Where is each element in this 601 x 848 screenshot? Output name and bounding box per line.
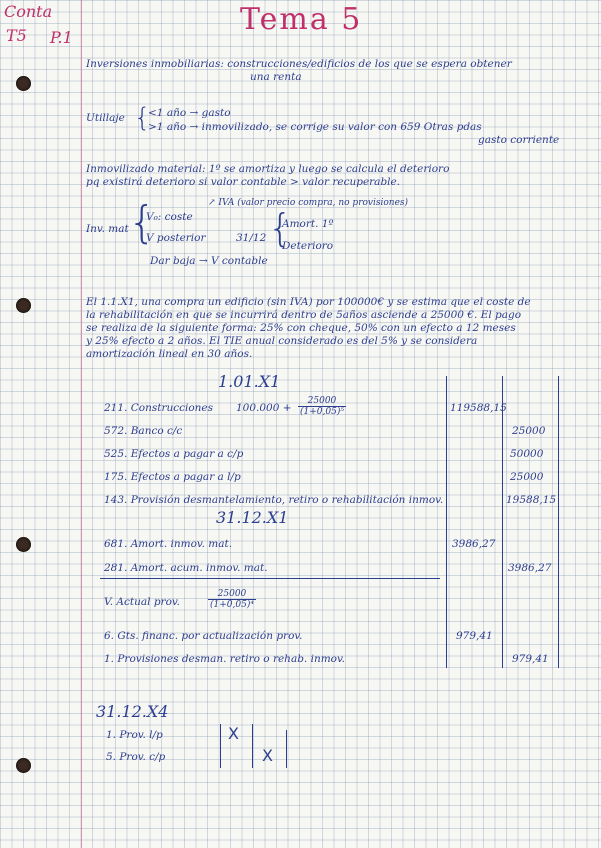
subject-label: Conta [4, 2, 53, 21]
page-title: Tema 5 [240, 2, 363, 37]
brace-icon: { [134, 103, 151, 133]
journal-date: 31.12.X1 [216, 508, 289, 527]
credit-amount: 50000 [510, 448, 544, 460]
t-account-line [252, 724, 253, 768]
credit-amount: 25000 [512, 425, 546, 437]
journal-account: 681. Amort. inmov. mat. [104, 538, 233, 550]
t-account-line [220, 724, 221, 768]
journal-calc: 100.000 + [236, 402, 292, 414]
page-label: P.1 [50, 28, 73, 47]
journal-date: 1.01.X1 [218, 372, 281, 391]
debit-amount: 3986,27 [452, 538, 496, 550]
journal-account: 175. Efectos a pagar a l/p [104, 471, 241, 483]
note-line: gasto corriente [478, 134, 560, 146]
punch-hole [16, 758, 31, 773]
note-line: V posterior [146, 232, 206, 244]
cross-mark: X [228, 724, 239, 743]
margin-line [81, 0, 82, 848]
account-label: 5. Prov. c/p [106, 751, 166, 763]
note-line: Dar baja → V contable [150, 255, 268, 267]
brace-icon: { [268, 206, 293, 250]
t-account-line [286, 730, 287, 768]
journal-account: 281. Amort. acum. inmov. mat. [104, 562, 268, 574]
journal-account: 525. Efectos a pagar a c/p [104, 448, 244, 460]
note-label: Utillaje [86, 112, 125, 124]
cross-mark: X [262, 746, 273, 765]
journal-account: 572. Banco c/c [104, 425, 183, 437]
credit-amount: 979,41 [512, 653, 549, 665]
punch-hole [16, 537, 31, 552]
note-line: Amort. 1º [282, 218, 334, 230]
account-label: 1. Prov. l/p [106, 729, 163, 741]
exercise-line: y 25% efecto a 2 años. El TIE anual considerado es del 5% y se considera [86, 335, 478, 347]
debit-amount: 119588,15 [450, 402, 507, 414]
credit-amount: 25000 [510, 471, 544, 483]
journal-account: V. Actual prov. [104, 596, 180, 608]
fraction: $\frac{25000}{\text{(1+0,05)⁵}}$ [300, 396, 344, 417]
topic-label: T5 [6, 26, 27, 45]
credit-amount: 3986,27 [508, 562, 552, 574]
journal-account: 143. Provisión desmantelamiento, retiro o rehabilitación inmov. [104, 494, 444, 506]
credit-amount: 19588,15 [506, 494, 557, 506]
exercise-line: amortización lineal en 30 años. [86, 348, 253, 360]
journal-column-line [558, 376, 559, 668]
note-line: pq existirá deterioro si valor contable > valor recuperable. [86, 176, 401, 188]
debit-amount: 979,41 [456, 630, 493, 642]
journal-account: 6. Gts. financ. por actualización prov. [104, 630, 303, 642]
note-line: <1 año → gasto [148, 107, 231, 119]
journal-date: 31.12.X4 [96, 702, 169, 721]
note-line: V₀: coste [146, 211, 193, 223]
brace-icon: { [128, 197, 156, 248]
note-line: Inmovilizado material: 1º se amortiza y luego se calcula el deterioro [86, 163, 450, 175]
journal-account: 1. Provisiones desman. retiro o rehab. inmov. [104, 653, 346, 665]
exercise-line: se realiza de la siguiente forma: 25% con cheque, 50% con un efecto a 12 meses [86, 322, 516, 334]
punch-hole [16, 298, 31, 313]
journal-column-line [502, 376, 503, 668]
note-line: >1 año → inmovilizado, se corrige su valor con 659 Otras pdas [148, 121, 482, 133]
fraction: $\frac{25000}{\text{(1+0,05)⁴}}$ [210, 589, 254, 610]
exercise-line: El 1.1.X1, una compra un edificio (sin IVA) por 100000€ y se estima que el coste de [86, 296, 531, 308]
journal-account: 211. Construcciones [104, 402, 214, 414]
note-line: una renta [250, 71, 302, 83]
note-line: ↗ IVA (valor precio compra, no provisiones) [208, 198, 409, 208]
note-line: 31/12 [236, 232, 267, 244]
exercise-line: la rehabilitación en que se incurrirá dentro de 5años asciende a 25000 €. El pago [86, 309, 522, 321]
journal-separator [100, 578, 440, 579]
note-line: Deterioro [282, 240, 334, 252]
note-line: Inversiones inmobiliarias: construcciones/edificios de los que se espera obtener [86, 58, 512, 70]
note-label: Inv. mat [86, 223, 129, 235]
punch-hole [16, 76, 31, 91]
journal-column-line [446, 376, 447, 668]
